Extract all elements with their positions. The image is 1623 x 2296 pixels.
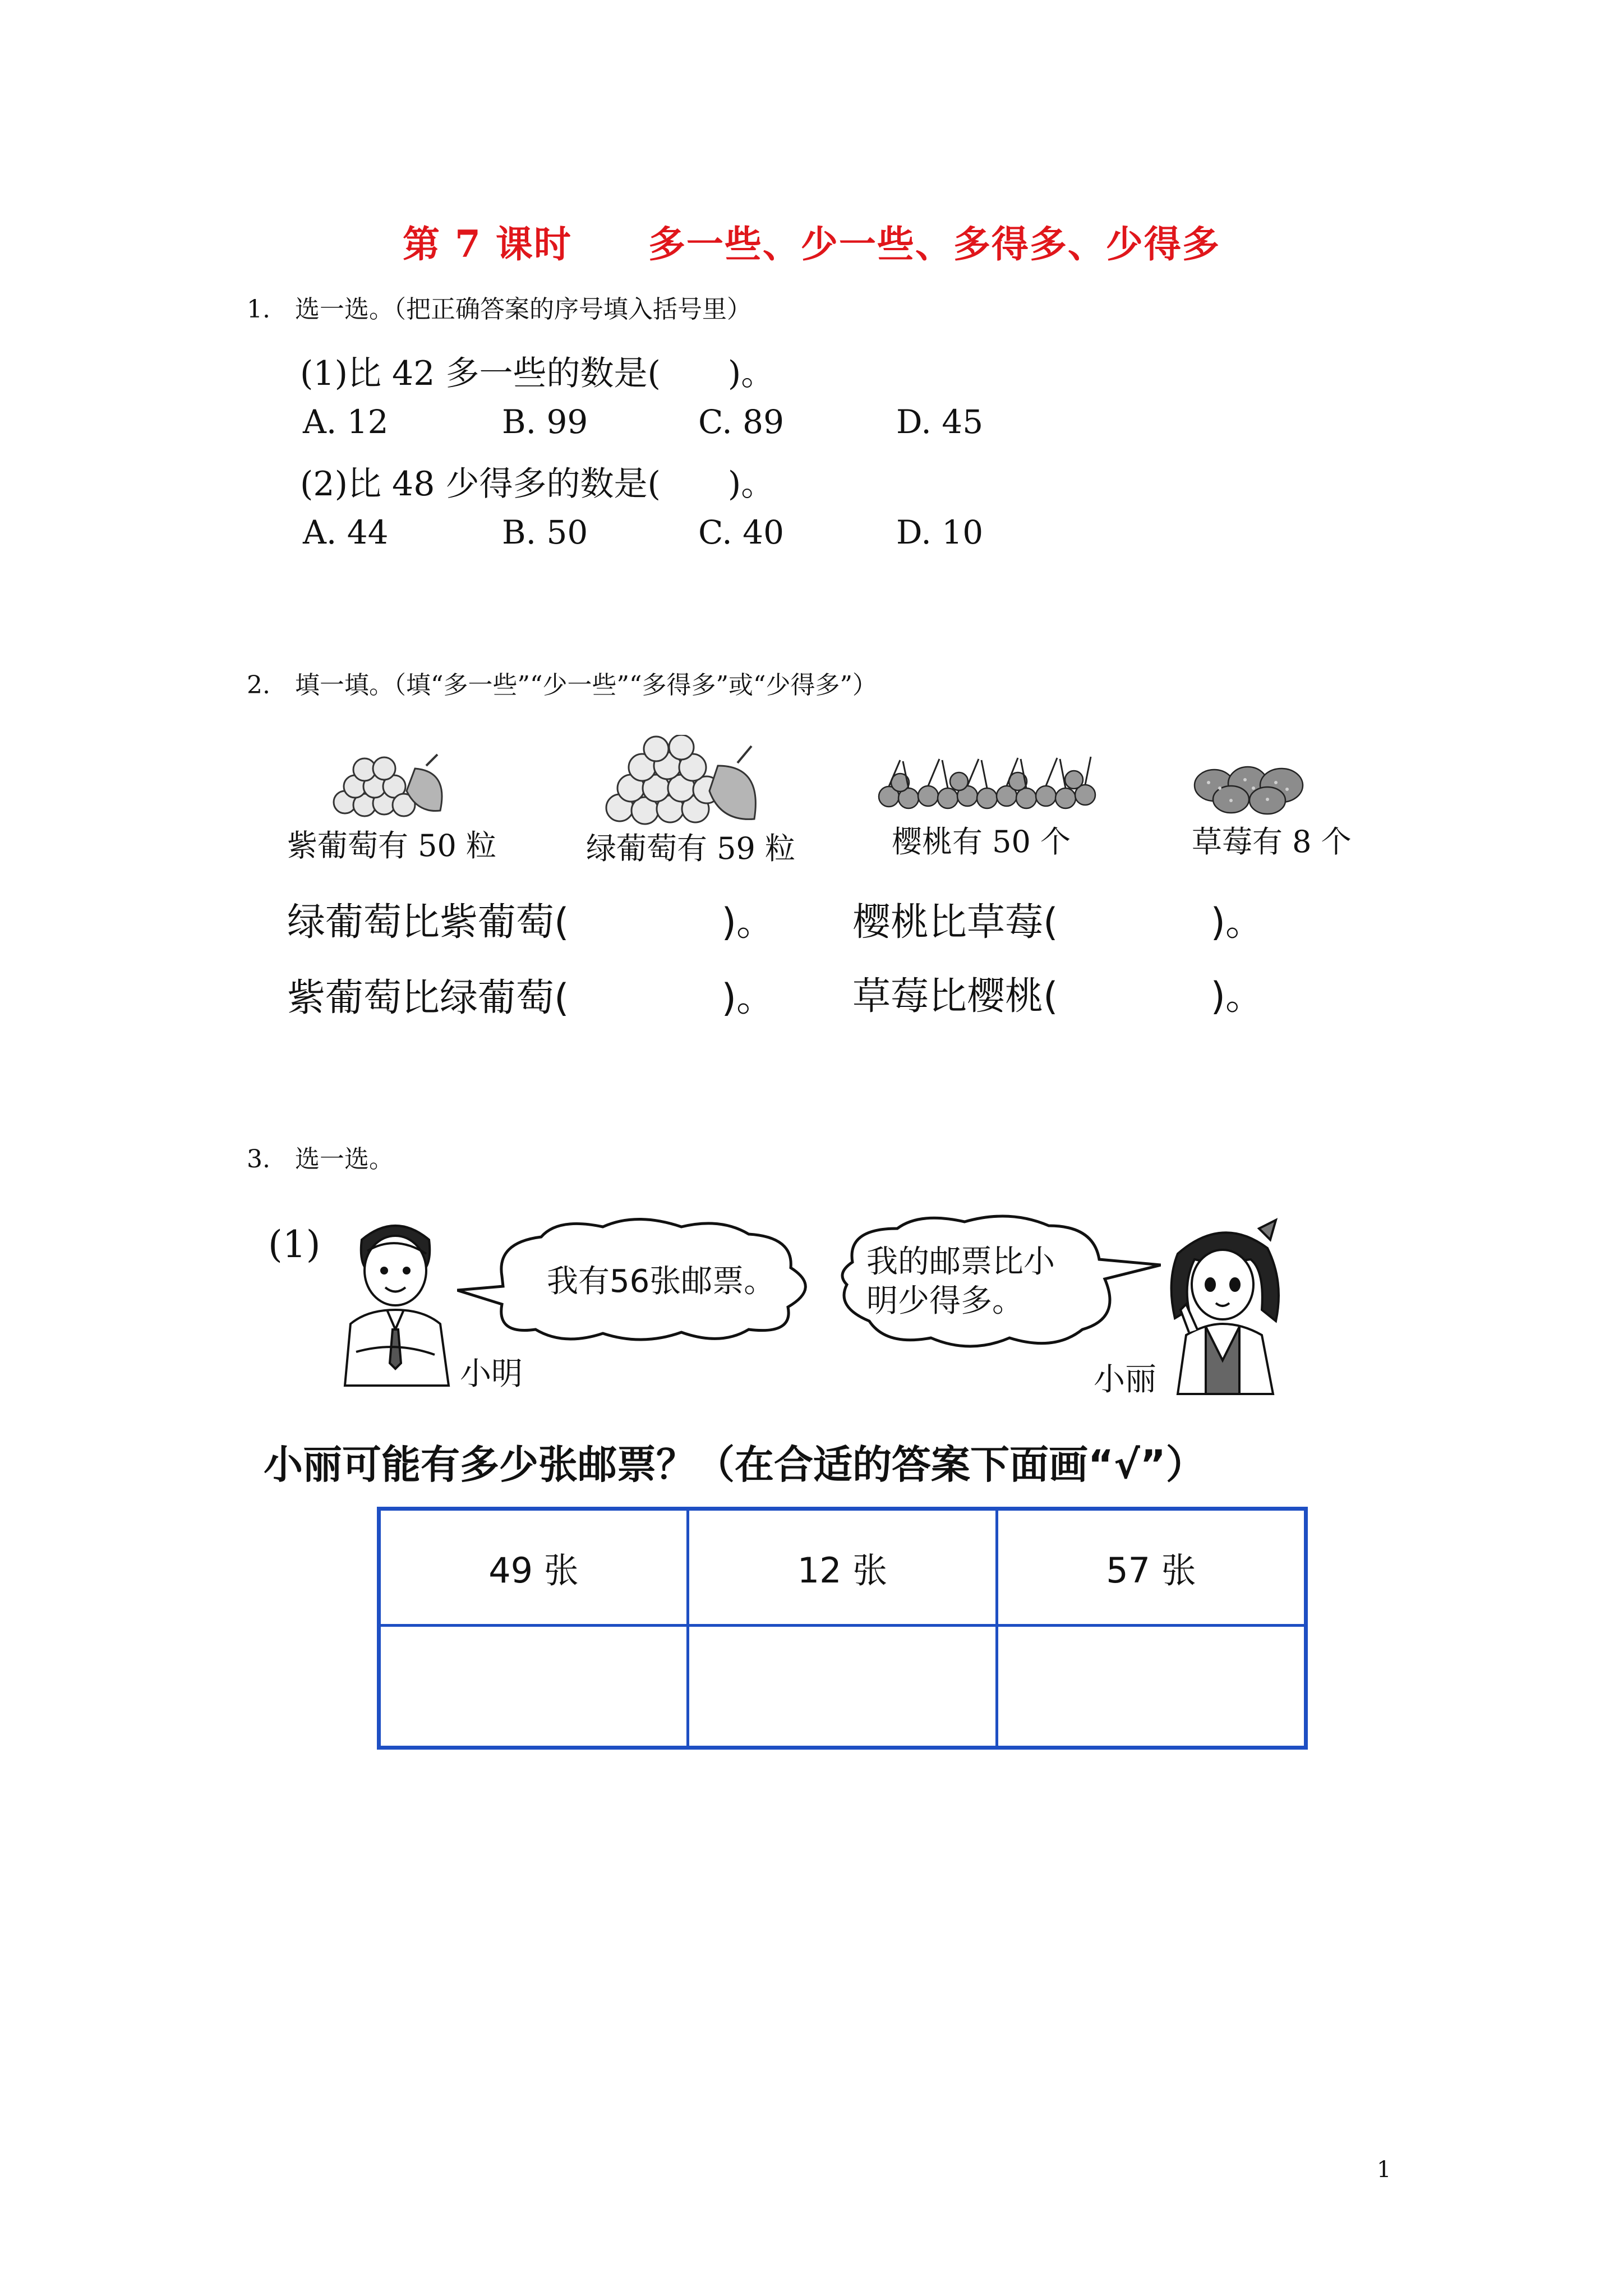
answer-blank-cell-3[interactable] xyxy=(997,1626,1306,1748)
q2-line-3: 紫葡萄比绿葡萄( )。 xyxy=(287,976,775,1020)
green-grapes-icon xyxy=(594,735,785,830)
answer-option-12: 12 张 xyxy=(688,1509,997,1626)
girl-name-label: 小丽 xyxy=(1094,1361,1156,1398)
q1-sub2-option-a: A. 44 xyxy=(303,513,389,551)
girl-xiaoli-illustration xyxy=(1155,1214,1295,1400)
answer-table xyxy=(377,1507,1308,1750)
page-title: 第 7 课时 多一些、少一些、多得多、少得多 xyxy=(403,222,1220,266)
cherries-icon xyxy=(875,749,1099,813)
q3-sub-label: (1) xyxy=(268,1223,321,1266)
girl-speech-line1: 我的邮票比小 xyxy=(866,1244,1055,1280)
q2-line-1: 绿葡萄比紫葡萄( )。 xyxy=(287,900,775,945)
q1-sub1-option-a: A. 12 xyxy=(303,403,389,441)
q1-sub2-option-d: D. 10 xyxy=(896,513,984,551)
boy-name-label: 小明 xyxy=(460,1356,523,1392)
q2-header: 2. 填一填。（填“多一些”“少一些”“多得多”或“少得多”） xyxy=(247,671,877,700)
q1-sub2-option-b: B. 50 xyxy=(502,513,588,551)
q3-header: 3. 选一选。 xyxy=(247,1145,394,1174)
q1-sub1-option-c: C. 89 xyxy=(698,403,784,441)
q1-header: 1. 选一选。（把正确答案的序号填入括号里） xyxy=(247,295,751,324)
cherries-label: 樱桃有 50 个 xyxy=(892,824,1071,859)
answer-option-57: 57 张 xyxy=(997,1509,1306,1626)
q1-sub1-option-d: D. 45 xyxy=(896,403,984,441)
boy-xiaoming-illustration xyxy=(334,1217,463,1391)
girl-speech-line2: 明少得多。 xyxy=(866,1283,1023,1319)
q1-sub2-prompt: (2)比 48 少得多的数是( )。 xyxy=(300,464,775,504)
answer-option-49: 49 张 xyxy=(379,1509,688,1626)
answer-blank-cell-1[interactable] xyxy=(379,1626,688,1748)
green-grapes-label: 绿葡萄有 59 粒 xyxy=(586,831,796,866)
answer-blank-cell-2[interactable] xyxy=(688,1626,997,1748)
q1-sub2-option-c: C. 40 xyxy=(698,513,784,551)
boy-speech-text: 我有56张邮票。 xyxy=(547,1263,776,1300)
q1-sub1-prompt: (1)比 42 多一些的数是( )。 xyxy=(300,354,775,393)
purple-grapes-label: 紫葡萄有 50 粒 xyxy=(287,828,497,863)
q2-line-4: 草莓比樱桃( )。 xyxy=(852,974,1264,1019)
strawberries-icon xyxy=(1192,760,1310,816)
purple-grapes-icon xyxy=(322,746,457,825)
page-number: 1 xyxy=(1377,2157,1391,2183)
q1-sub1-option-b: B. 99 xyxy=(502,403,588,441)
q3-question: 小丽可能有多少张邮票？（在合适的答案下面画“√”） xyxy=(264,1442,1205,1488)
strawberries-label: 草莓有 8 个 xyxy=(1192,824,1352,859)
q2-line-2: 樱桃比草莓( )。 xyxy=(852,900,1264,945)
